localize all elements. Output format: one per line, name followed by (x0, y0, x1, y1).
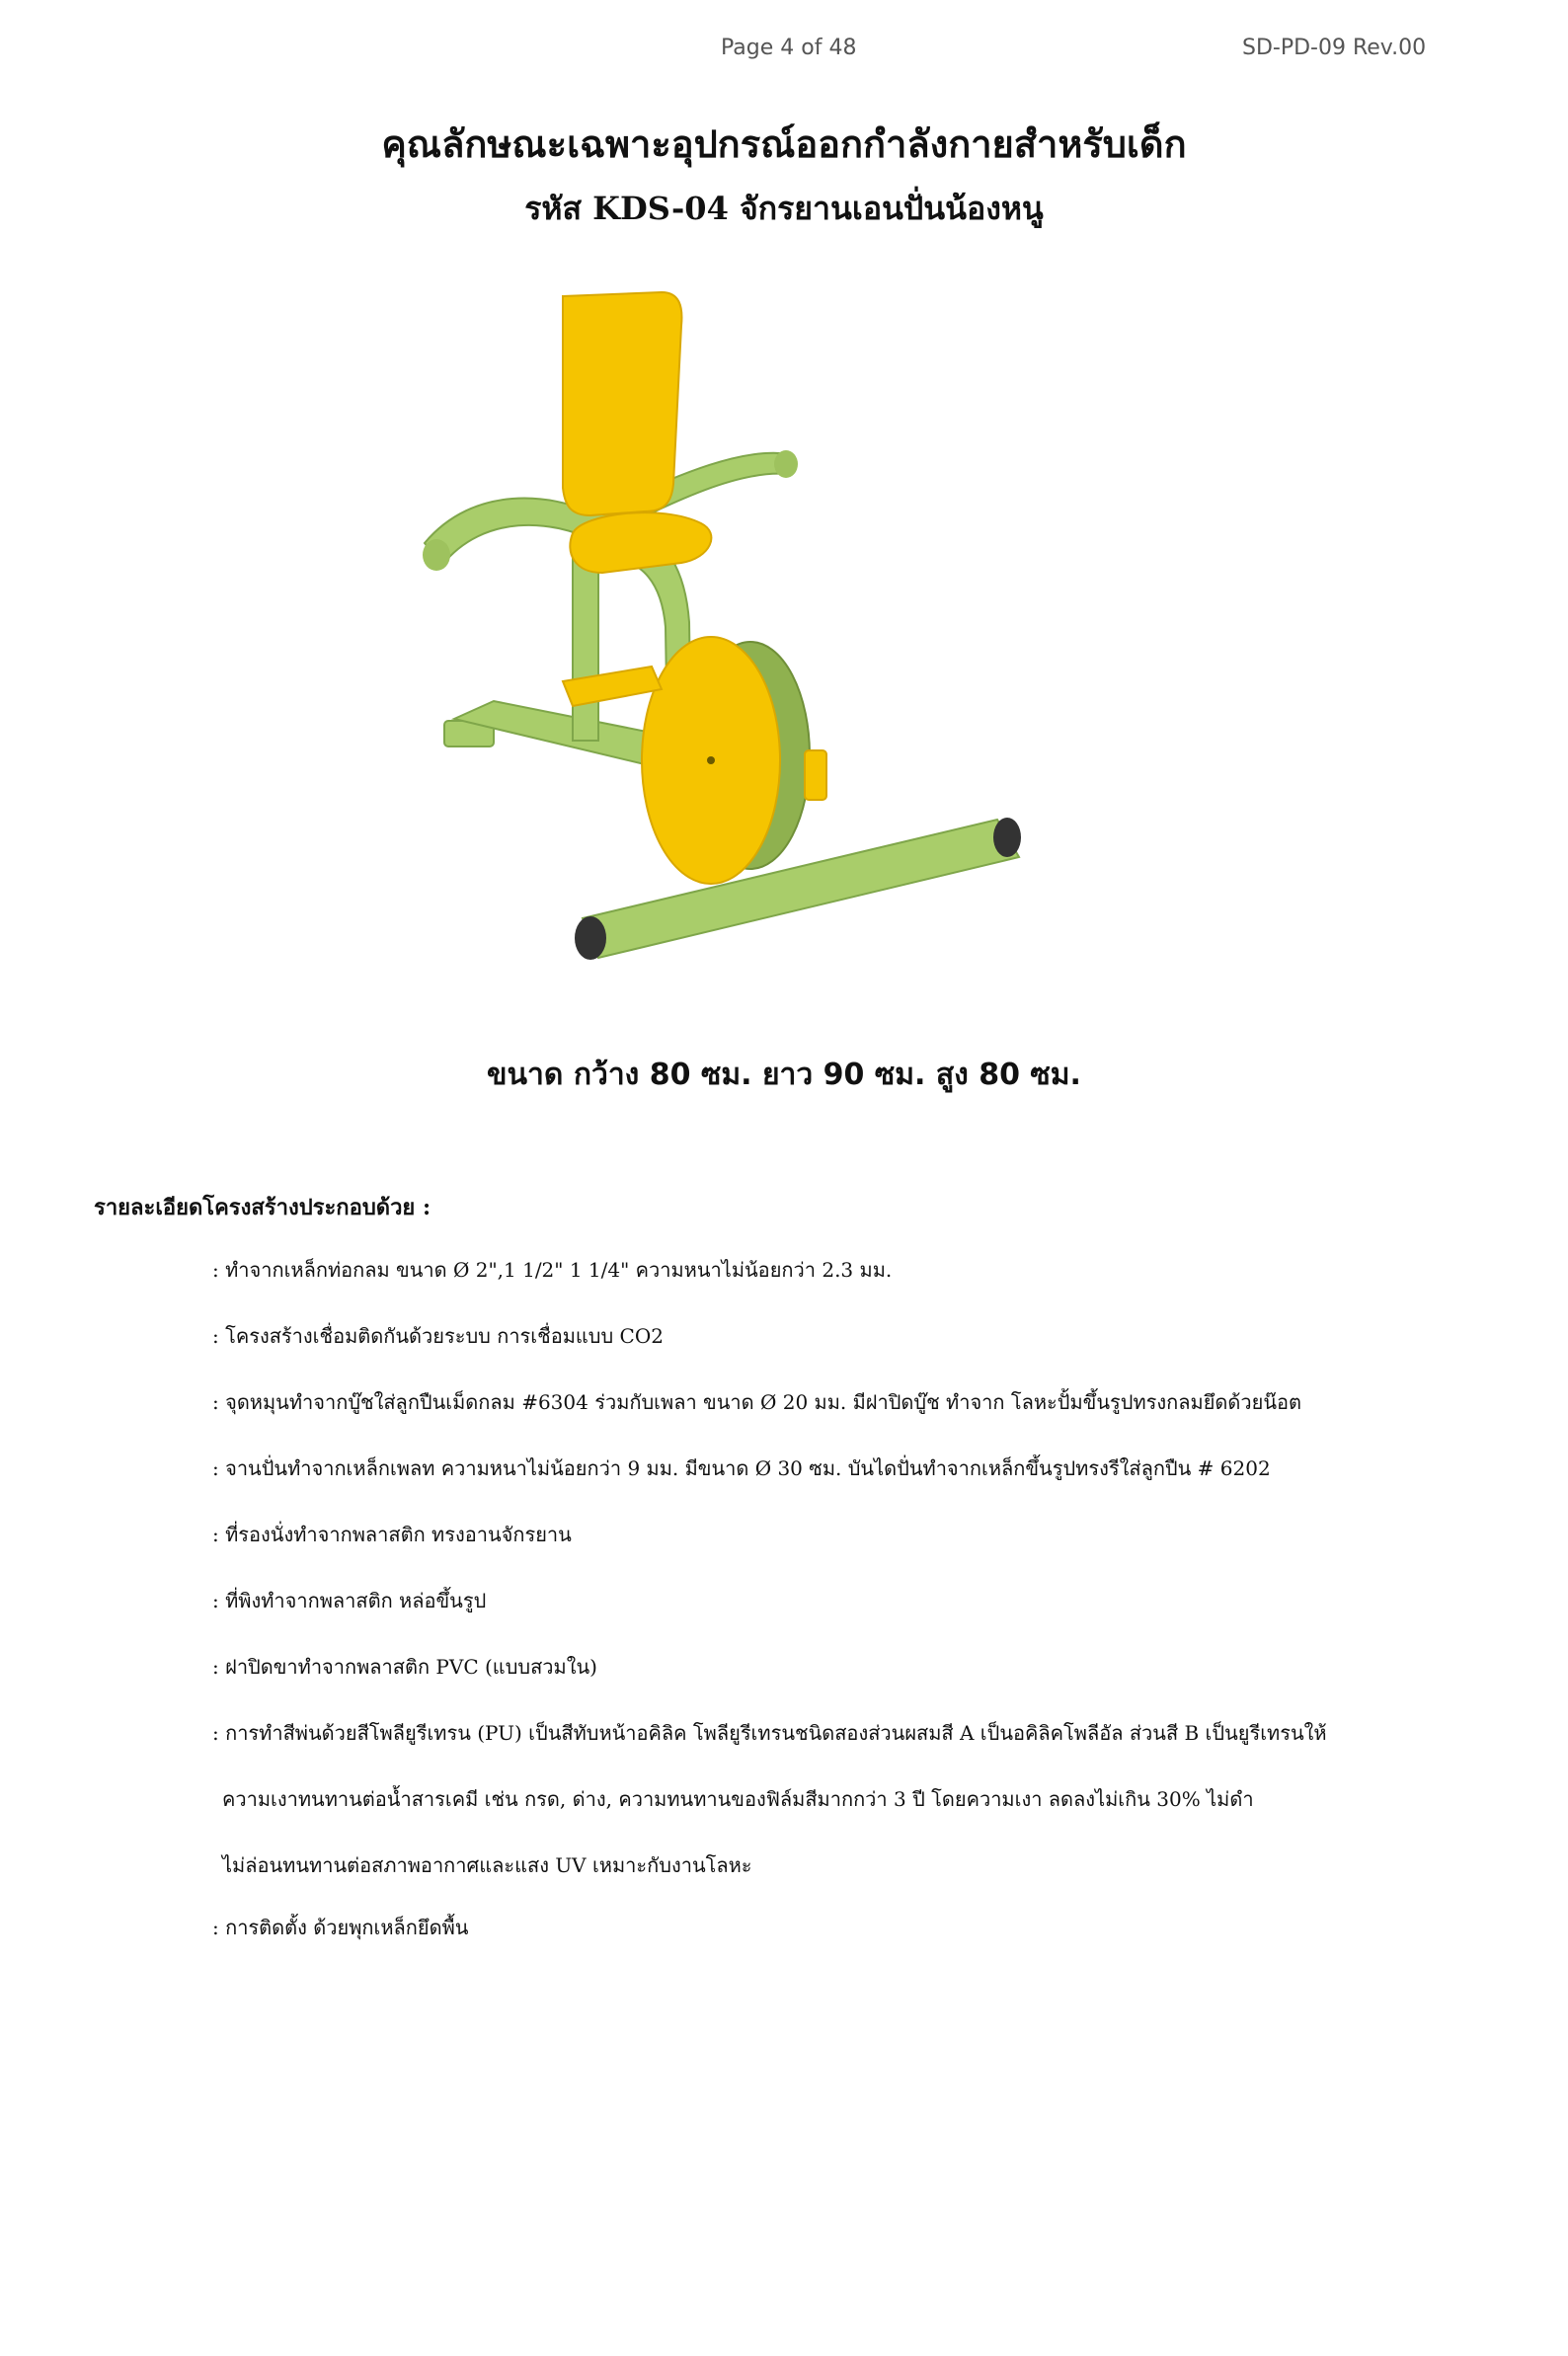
dimensions-text: ขนาด กว้าง 80 ซม. ยาว 90 ซม. สูง 80 ซม. (487, 1058, 1081, 1092)
spec-item: : ทำจากเหล็กท่อกลม ขนาด Ø 2",1 1/2" 1 1/4" ความหนาไม่น้อยกว่า 2.3 มม. (212, 1258, 893, 1282)
spec-item: : การติดตั้ง ด้วยพุกเหล็กยึดพื้น (212, 1916, 469, 1939)
foot-cap-right (993, 818, 1021, 857)
right-grip (774, 450, 798, 478)
spec-item: : ที่รองนั่งทำจากพลาสติก ทรงอานจักรยาน (212, 1523, 572, 1546)
product-photo (415, 286, 1106, 997)
spec-item-continuation: ไม่ล่อนทนทานต่อสภาพอากาศและแสง UV เหมาะกับงานโลหะ (222, 1853, 752, 1877)
pedal-right (805, 750, 826, 800)
spec-item: : ที่พิงทำจากพลาสติก หล่อขึ้นรูป (212, 1589, 487, 1612)
flywheel-hub (707, 756, 715, 764)
seat (570, 512, 711, 573)
left-grip (423, 539, 450, 571)
foot-cap-left (575, 916, 606, 960)
spec-item: : โครงสร้างเชื่อมติดกันด้วยระบบ การเชื่อมแบบ CO2 (212, 1324, 664, 1348)
spec-item: : ฝาปิดขาทำจากพลาสติก PVC (แบบสวมใน) (212, 1655, 597, 1679)
details-heading: รายละเอียดโครงสร้างประกอบด้วย : (94, 1195, 431, 1220)
product-code-title: รหัส KDS-04 จักรยานเอนปั่นน้องหนู (524, 190, 1044, 227)
backrest (563, 292, 681, 515)
spec-item: : การทำสีพ่นด้วยสีโพลียูรีเทรน (PU) เป็นสีทับหน้าอคิลิค โพลียูรีเทรนชนิดสองส่วนผสมสี A เป็นอคิลิคโพลีอัล ส่วนสี B เป็นยูรีเทรนให้ (212, 1721, 1327, 1745)
spec-item-continuation: ความเงาทนทานต่อน้ำสารเคมี เช่น กรด, ด่าง, ความทนทานของฟิล์มสีมากกว่า 3 ปี โดยความเงา ลดลงไม่เกิน 30% ไม่ดำ (222, 1787, 1254, 1811)
page-title: คุณลักษณะเฉพาะอุปกรณ์ออกกำลังกายสำหรับเด็ก (381, 121, 1187, 166)
spec-item: : จุดหมุนทำจากบู๊ชใส่ลูกปืนเม็ดกลม #6304 ร่วมกับเพลา ขนาด Ø 20 มม. มีฝาปิดบู๊ช ทำจาก โลหะปั้มขึ้นรูปทรงกลมยึดด้วยน๊อต (212, 1390, 1302, 1414)
spec-item: : จานปั่นทำจากเหล็กเพลท ความหนาไม่น้อยกว่า 9 มม. มีขนาด Ø 30 ซม. บันไดปั่นทำจากเหล็กขึ้นรูปทรงรีใส่ลูกปืน # 6202 (212, 1456, 1271, 1480)
document-code: SD-PD-09 Rev.00 (1242, 36, 1427, 60)
page-number: Page 4 of 48 (721, 36, 857, 60)
base-tube-front (583, 820, 1019, 958)
